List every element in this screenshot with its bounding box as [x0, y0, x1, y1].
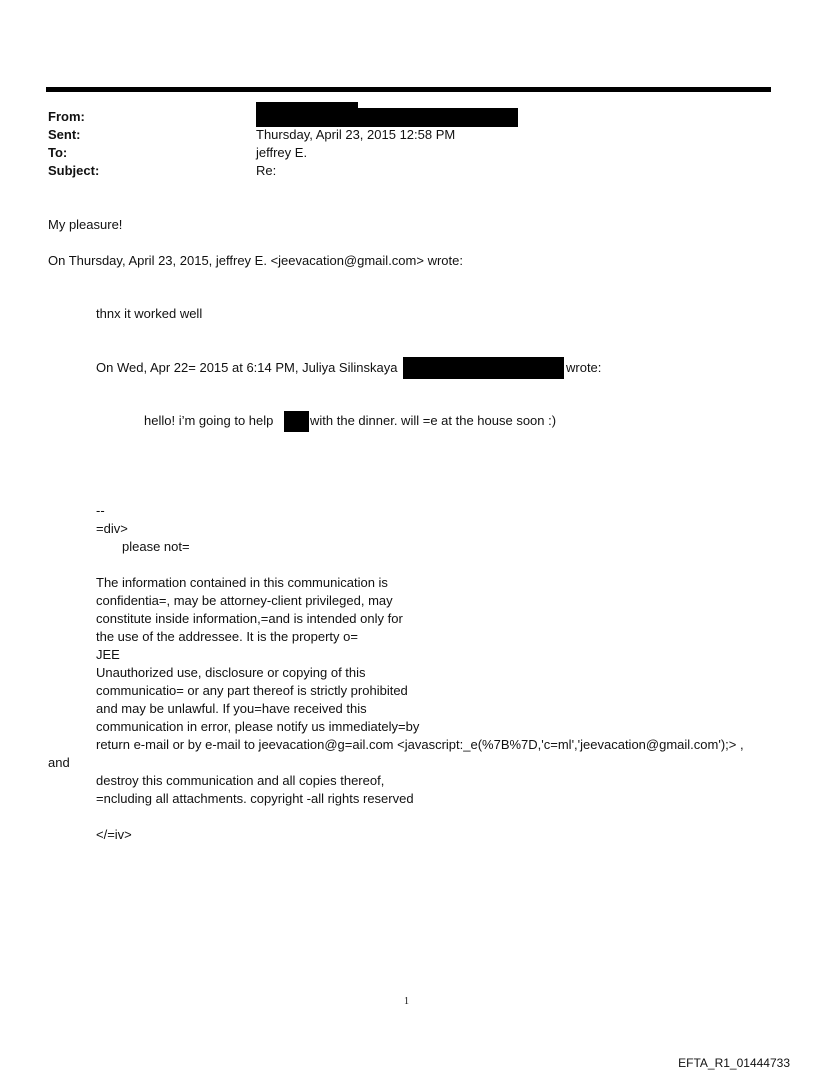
div-open: =div> [96, 521, 128, 536]
header-rule [46, 87, 771, 92]
page-number: 1 [404, 996, 409, 1007]
redaction-email [403, 357, 564, 379]
disclaimer-line: constitute inside information,=and is intended only for [96, 611, 403, 626]
disclaimer-line: confidentia=, may be attorney-client privileged, may [96, 593, 393, 608]
sent-label: Sent: [48, 127, 81, 142]
reply-text: My pleasure! [48, 217, 123, 232]
subject-label: Subject: [48, 163, 100, 178]
redaction-name [284, 411, 309, 432]
quote2-intro-before: On Wed, Apr 22= 2015 at 6:14 PM, Juliya Silinskaya [96, 360, 398, 375]
to-label: To: [48, 145, 68, 160]
disclaimer-end-line: =ncluding all attachments. copyright -all rights reserved [96, 791, 414, 806]
sig-dashes: -- [96, 503, 105, 518]
disclaimer-line: and may be unlawful. If you=have received this [96, 701, 367, 716]
document-id: EFTA_R1_01444733 [678, 1056, 790, 1070]
disclaimer-line: the use of the addressee. It is the property o= [96, 629, 358, 644]
redaction-from [256, 108, 518, 127]
disclaimer-line: The information contained in this communication is [96, 575, 388, 590]
quote1-intro: On Thursday, April 23, 2015, jeffrey E. <jeevacation@gmail.com> wrote: [48, 253, 463, 268]
disclaimer-line: Unauthorized use, disclosure or copying of this [96, 665, 366, 680]
from-label: From: [48, 109, 85, 124]
hello-before: hello! i’m going to help [144, 413, 274, 428]
quote2-intro-after: wrote: [566, 360, 602, 375]
disclaimer-end-line: destroy this communication and all copies thereof, [96, 773, 385, 788]
to-value: jeffrey E. [256, 145, 308, 160]
disclaimer-line: JEE [96, 647, 120, 662]
subject-value: Re: [256, 163, 277, 178]
and-word: and [48, 755, 70, 770]
sent-value: Thursday, April 23, 2015 12:58 PM [256, 127, 456, 142]
thnx-text: thnx it worked well [96, 306, 203, 321]
disclaimer-line: communicatio= or any part thereof is strictly prohibited [96, 683, 408, 698]
disclaimer-line: communication in error, please notify us immediately=by [96, 719, 420, 734]
please-note: please not= [122, 539, 190, 554]
hello-after: with the dinner. will =e at the house soon :) [310, 413, 557, 428]
disclaimer-line: return e-mail or by e-mail to jeevacation@g=ail.com <javascript:_e(%7B%7D,'c=ml','jeevacation@gmail.com');> , [96, 737, 744, 752]
div-close: </=iv> [96, 827, 132, 842]
